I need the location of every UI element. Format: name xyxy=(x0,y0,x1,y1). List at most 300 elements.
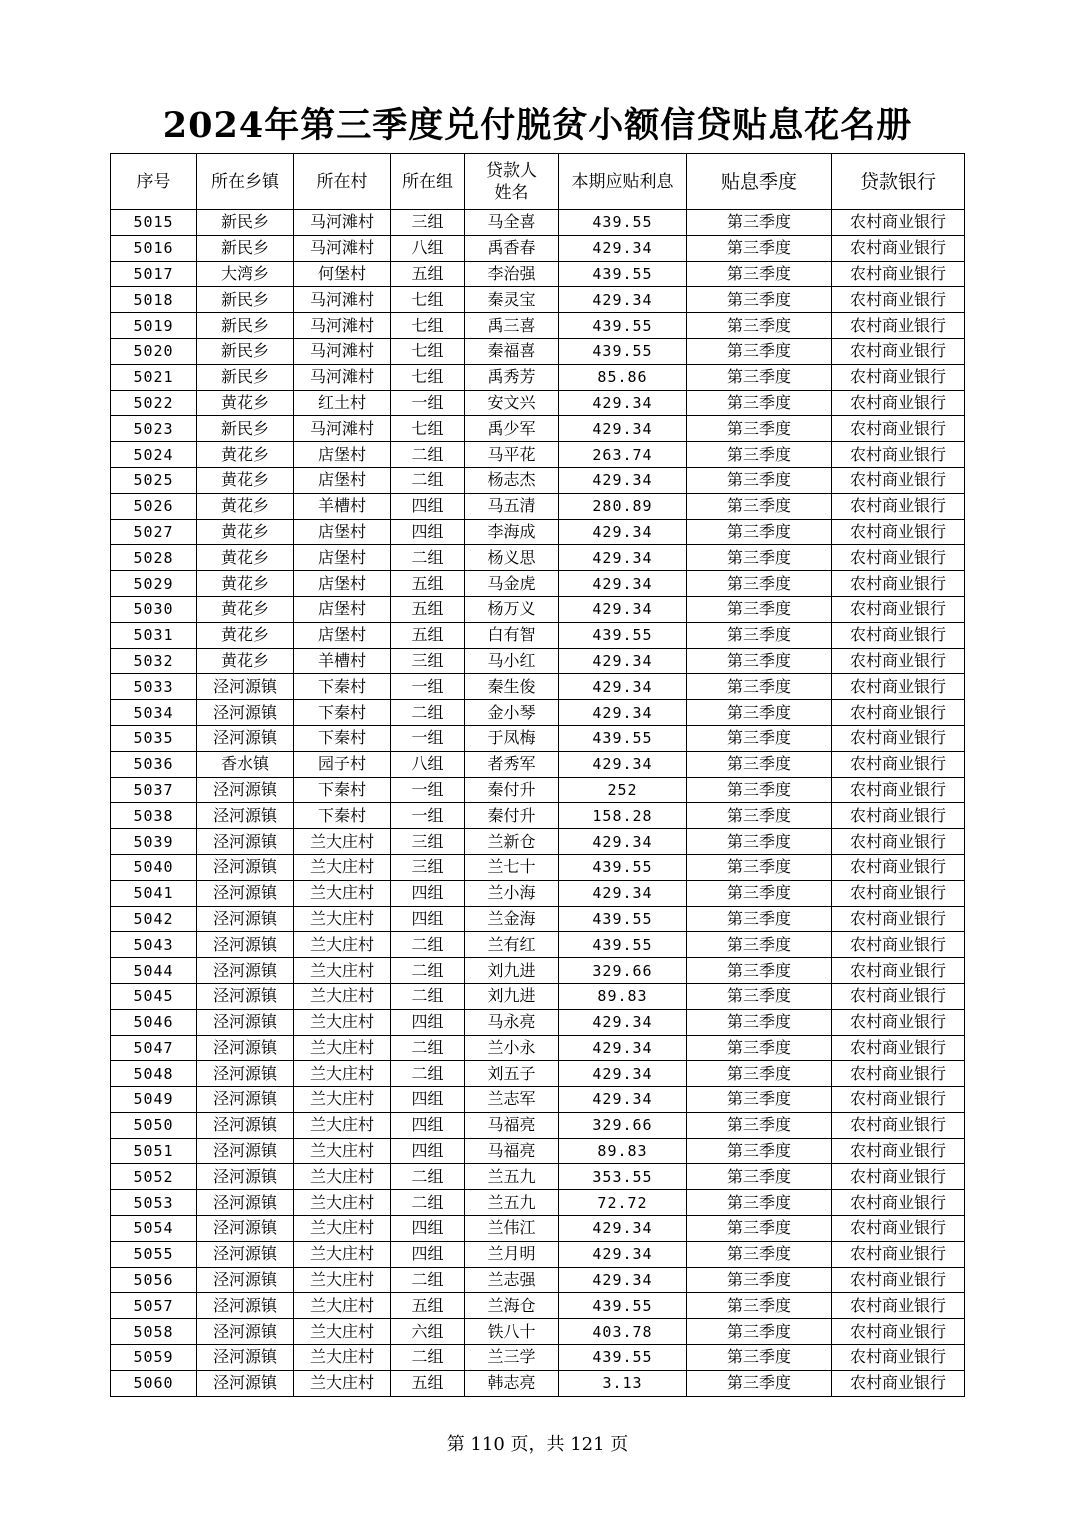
cell-name: 杨义思 xyxy=(465,545,559,571)
cell-town: 黄花乡 xyxy=(197,390,294,416)
cell-seq: 5032 xyxy=(111,648,197,674)
table-row xyxy=(111,235,965,261)
cell-village: 兰大庄村 xyxy=(294,1241,391,1267)
cell-name: 秦福喜 xyxy=(465,338,559,364)
cell-town: 新民乡 xyxy=(197,364,294,390)
cell-quarter: 第三季度 xyxy=(687,906,832,932)
cell-bank: 农村商业银行 xyxy=(832,261,965,287)
cell-group: 七组 xyxy=(391,364,465,390)
page-footer: 第 110 页，共 121 页 xyxy=(446,1434,629,1455)
cell-group: 四组 xyxy=(391,906,465,932)
table-row xyxy=(111,571,965,597)
cell-bank: 农村商业银行 xyxy=(832,1061,965,1087)
cell-interest: 89.83 xyxy=(559,983,687,1009)
cell-village: 马河滩村 xyxy=(294,287,391,313)
cell-town: 香水镇 xyxy=(197,751,294,777)
table-row xyxy=(111,287,965,313)
cell-town: 泾河源镇 xyxy=(197,1293,294,1319)
header-town: 所在乡镇 xyxy=(197,154,294,210)
cell-village: 兰大庄村 xyxy=(294,932,391,958)
cell-interest: 439.55 xyxy=(559,1345,687,1371)
cell-bank: 农村商业银行 xyxy=(832,1241,965,1267)
table-row xyxy=(111,803,965,829)
table-row xyxy=(111,338,965,364)
cell-name: 兰新仓 xyxy=(465,829,559,855)
cell-name: 马五清 xyxy=(465,493,559,519)
cell-name: 秦付升 xyxy=(465,803,559,829)
cell-seq: 5040 xyxy=(111,854,197,880)
cell-town: 泾河源镇 xyxy=(197,1138,294,1164)
cell-name: 禹香春 xyxy=(465,235,559,261)
cell-quarter: 第三季度 xyxy=(687,338,832,364)
cell-quarter: 第三季度 xyxy=(687,416,832,442)
cell-interest: 439.55 xyxy=(559,1293,687,1319)
cell-bank: 农村商业银行 xyxy=(832,210,965,236)
cell-name: 刘九进 xyxy=(465,983,559,1009)
cell-town: 泾河源镇 xyxy=(197,674,294,700)
cell-name: 李治强 xyxy=(465,261,559,287)
cell-group: 四组 xyxy=(391,1241,465,1267)
cell-interest: 263.74 xyxy=(559,442,687,468)
cell-name: 兰有红 xyxy=(465,932,559,958)
cell-name: 马永亮 xyxy=(465,1009,559,1035)
cell-village: 红土村 xyxy=(294,390,391,416)
table-row xyxy=(111,416,965,442)
cell-quarter: 第三季度 xyxy=(687,519,832,545)
cell-town: 泾河源镇 xyxy=(197,1216,294,1242)
cell-town: 黄花乡 xyxy=(197,519,294,545)
table-body xyxy=(111,210,965,1397)
cell-name: 刘五子 xyxy=(465,1061,559,1087)
cell-interest: 429.34 xyxy=(559,287,687,313)
cell-quarter: 第三季度 xyxy=(687,545,832,571)
cell-group: 二组 xyxy=(391,1035,465,1061)
cell-seq: 5029 xyxy=(111,571,197,597)
cell-village: 兰大庄村 xyxy=(294,1190,391,1216)
cell-group: 二组 xyxy=(391,442,465,468)
cell-quarter: 第三季度 xyxy=(687,1112,832,1138)
cell-interest: 429.34 xyxy=(559,545,687,571)
cell-group: 三组 xyxy=(391,648,465,674)
cell-village: 兰大庄村 xyxy=(294,1164,391,1190)
cell-interest: 439.55 xyxy=(559,854,687,880)
cell-quarter: 第三季度 xyxy=(687,1061,832,1087)
cell-group: 二组 xyxy=(391,545,465,571)
cell-name: 马福亮 xyxy=(465,1138,559,1164)
cell-name: 兰志军 xyxy=(465,1087,559,1113)
cell-town: 泾河源镇 xyxy=(197,958,294,984)
cell-interest: 353.55 xyxy=(559,1164,687,1190)
cell-seq: 5053 xyxy=(111,1190,197,1216)
cell-interest: 439.55 xyxy=(559,338,687,364)
cell-quarter: 第三季度 xyxy=(687,287,832,313)
cell-bank: 农村商业银行 xyxy=(832,467,965,493)
cell-village: 兰大庄村 xyxy=(294,880,391,906)
cell-seq: 5057 xyxy=(111,1293,197,1319)
cell-quarter: 第三季度 xyxy=(687,442,832,468)
cell-group: 四组 xyxy=(391,1009,465,1035)
cell-group: 五组 xyxy=(391,261,465,287)
cell-interest: 85.86 xyxy=(559,364,687,390)
cell-bank: 农村商业银行 xyxy=(832,235,965,261)
cell-seq: 5060 xyxy=(111,1370,197,1396)
cell-town: 新民乡 xyxy=(197,210,294,236)
table-row xyxy=(111,906,965,932)
cell-bank: 农村商业银行 xyxy=(832,1009,965,1035)
cell-group: 一组 xyxy=(391,725,465,751)
table-row xyxy=(111,1061,965,1087)
cell-bank: 农村商业银行 xyxy=(832,777,965,803)
cell-name: 马小红 xyxy=(465,648,559,674)
cell-name: 秦灵宝 xyxy=(465,287,559,313)
cell-bank: 农村商业银行 xyxy=(832,390,965,416)
cell-village: 马河滩村 xyxy=(294,364,391,390)
cell-bank: 农村商业银行 xyxy=(832,1319,965,1345)
table-row xyxy=(111,725,965,751)
cell-town: 黄花乡 xyxy=(197,622,294,648)
cell-name: 兰五九 xyxy=(465,1190,559,1216)
cell-village: 马河滩村 xyxy=(294,313,391,339)
cell-town: 泾河源镇 xyxy=(197,880,294,906)
cell-bank: 农村商业银行 xyxy=(832,725,965,751)
cell-quarter: 第三季度 xyxy=(687,622,832,648)
cell-interest: 429.34 xyxy=(559,700,687,726)
cell-town: 泾河源镇 xyxy=(197,777,294,803)
table-row xyxy=(111,1370,965,1396)
cell-bank: 农村商业银行 xyxy=(832,1164,965,1190)
cell-bank: 农村商业银行 xyxy=(832,1345,965,1371)
cell-seq: 5020 xyxy=(111,338,197,364)
cell-town: 新民乡 xyxy=(197,287,294,313)
cell-bank: 农村商业银行 xyxy=(832,1035,965,1061)
cell-group: 四组 xyxy=(391,493,465,519)
cell-name: 兰小海 xyxy=(465,880,559,906)
cell-bank: 农村商业银行 xyxy=(832,338,965,364)
cell-bank: 农村商业银行 xyxy=(832,1216,965,1242)
cell-group: 一组 xyxy=(391,803,465,829)
cell-name: 金小琴 xyxy=(465,700,559,726)
cell-bank: 农村商业银行 xyxy=(832,674,965,700)
page-title: 2024年第三季度兑付脱贫小额信贷贴息花名册 xyxy=(162,105,913,146)
cell-village: 店堡村 xyxy=(294,622,391,648)
cell-seq: 5023 xyxy=(111,416,197,442)
cell-village: 兰大庄村 xyxy=(294,1035,391,1061)
cell-group: 四组 xyxy=(391,880,465,906)
cell-interest: 429.34 xyxy=(559,1009,687,1035)
cell-interest: 158.28 xyxy=(559,803,687,829)
cell-name: 马金虎 xyxy=(465,571,559,597)
cell-quarter: 第三季度 xyxy=(687,571,832,597)
cell-seq: 5041 xyxy=(111,880,197,906)
cell-seq: 5016 xyxy=(111,235,197,261)
cell-town: 泾河源镇 xyxy=(197,829,294,855)
cell-quarter: 第三季度 xyxy=(687,700,832,726)
cell-interest: 429.34 xyxy=(559,1241,687,1267)
cell-interest: 403.78 xyxy=(559,1319,687,1345)
cell-bank: 农村商业银行 xyxy=(832,1370,965,1396)
cell-town: 泾河源镇 xyxy=(197,1241,294,1267)
cell-village: 羊槽村 xyxy=(294,648,391,674)
cell-interest: 429.34 xyxy=(559,880,687,906)
cell-bank: 农村商业银行 xyxy=(832,932,965,958)
cell-seq: 5050 xyxy=(111,1112,197,1138)
cell-name: 禹少军 xyxy=(465,416,559,442)
table-row xyxy=(111,442,965,468)
cell-name: 于凤梅 xyxy=(465,725,559,751)
cell-name: 兰月明 xyxy=(465,1241,559,1267)
cell-quarter: 第三季度 xyxy=(687,261,832,287)
cell-quarter: 第三季度 xyxy=(687,596,832,622)
cell-interest: 252 xyxy=(559,777,687,803)
cell-town: 黄花乡 xyxy=(197,545,294,571)
table-row xyxy=(111,1216,965,1242)
cell-seq: 5058 xyxy=(111,1319,197,1345)
cell-seq: 5045 xyxy=(111,983,197,1009)
table-row xyxy=(111,1345,965,1371)
cell-interest: 429.34 xyxy=(559,648,687,674)
cell-quarter: 第三季度 xyxy=(687,803,832,829)
cell-group: 二组 xyxy=(391,983,465,1009)
cell-town: 新民乡 xyxy=(197,313,294,339)
cell-name: 韩志亮 xyxy=(465,1370,559,1396)
cell-interest: 429.34 xyxy=(559,751,687,777)
cell-group: 六组 xyxy=(391,1319,465,1345)
table-row xyxy=(111,880,965,906)
cell-quarter: 第三季度 xyxy=(687,829,832,855)
cell-seq: 5026 xyxy=(111,493,197,519)
cell-quarter: 第三季度 xyxy=(687,777,832,803)
cell-village: 马河滩村 xyxy=(294,416,391,442)
cell-village: 下秦村 xyxy=(294,725,391,751)
cell-seq: 5019 xyxy=(111,313,197,339)
cell-village: 兰大庄村 xyxy=(294,958,391,984)
cell-interest: 429.34 xyxy=(559,596,687,622)
cell-village: 店堡村 xyxy=(294,519,391,545)
cell-seq: 5046 xyxy=(111,1009,197,1035)
cell-interest: 429.34 xyxy=(559,1035,687,1061)
cell-seq: 5055 xyxy=(111,1241,197,1267)
cell-town: 泾河源镇 xyxy=(197,1370,294,1396)
cell-seq: 5034 xyxy=(111,700,197,726)
cell-interest: 429.34 xyxy=(559,1061,687,1087)
cell-interest: 439.55 xyxy=(559,932,687,958)
table-row xyxy=(111,958,965,984)
cell-interest: 439.55 xyxy=(559,906,687,932)
table-row xyxy=(111,1190,965,1216)
cell-group: 七组 xyxy=(391,313,465,339)
cell-village: 兰大庄村 xyxy=(294,854,391,880)
cell-name: 秦生俊 xyxy=(465,674,559,700)
cell-town: 泾河源镇 xyxy=(197,854,294,880)
table-row xyxy=(111,390,965,416)
cell-bank: 农村商业银行 xyxy=(832,313,965,339)
table-row xyxy=(111,1164,965,1190)
cell-bank: 农村商业银行 xyxy=(832,622,965,648)
cell-town: 泾河源镇 xyxy=(197,1190,294,1216)
cell-group: 二组 xyxy=(391,700,465,726)
cell-seq: 5038 xyxy=(111,803,197,829)
cell-interest: 72.72 xyxy=(559,1190,687,1216)
cell-town: 黄花乡 xyxy=(197,648,294,674)
cell-bank: 农村商业银行 xyxy=(832,416,965,442)
cell-town: 黄花乡 xyxy=(197,467,294,493)
cell-quarter: 第三季度 xyxy=(687,932,832,958)
cell-name: 兰伟江 xyxy=(465,1216,559,1242)
cell-town: 泾河源镇 xyxy=(197,1061,294,1087)
cell-quarter: 第三季度 xyxy=(687,674,832,700)
cell-group: 五组 xyxy=(391,571,465,597)
cell-group: 三组 xyxy=(391,854,465,880)
cell-group: 二组 xyxy=(391,1345,465,1371)
cell-quarter: 第三季度 xyxy=(687,235,832,261)
cell-group: 一组 xyxy=(391,674,465,700)
cell-town: 泾河源镇 xyxy=(197,1267,294,1293)
cell-seq: 5052 xyxy=(111,1164,197,1190)
cell-quarter: 第三季度 xyxy=(687,725,832,751)
cell-quarter: 第三季度 xyxy=(687,493,832,519)
cell-group: 二组 xyxy=(391,1164,465,1190)
cell-village: 店堡村 xyxy=(294,571,391,597)
cell-group: 二组 xyxy=(391,1061,465,1087)
cell-name: 杨志杰 xyxy=(465,467,559,493)
cell-group: 三组 xyxy=(391,829,465,855)
cell-interest: 329.66 xyxy=(559,1112,687,1138)
cell-village: 店堡村 xyxy=(294,467,391,493)
cell-town: 新民乡 xyxy=(197,338,294,364)
cell-village: 下秦村 xyxy=(294,777,391,803)
cell-bank: 农村商业银行 xyxy=(832,854,965,880)
cell-town: 泾河源镇 xyxy=(197,1319,294,1345)
cell-bank: 农村商业银行 xyxy=(832,596,965,622)
cell-bank: 农村商业银行 xyxy=(832,364,965,390)
cell-seq: 5024 xyxy=(111,442,197,468)
cell-interest: 439.55 xyxy=(559,313,687,339)
cell-seq: 5022 xyxy=(111,390,197,416)
cell-town: 泾河源镇 xyxy=(197,1009,294,1035)
cell-name: 者秀军 xyxy=(465,751,559,777)
cell-bank: 农村商业银行 xyxy=(832,958,965,984)
cell-quarter: 第三季度 xyxy=(687,210,832,236)
cell-quarter: 第三季度 xyxy=(687,880,832,906)
cell-name: 禹秀芳 xyxy=(465,364,559,390)
cell-quarter: 第三季度 xyxy=(687,1370,832,1396)
cell-group: 一组 xyxy=(391,777,465,803)
cell-group: 五组 xyxy=(391,1293,465,1319)
table-row xyxy=(111,1035,965,1061)
cell-quarter: 第三季度 xyxy=(687,390,832,416)
table-row xyxy=(111,932,965,958)
cell-quarter: 第三季度 xyxy=(687,1319,832,1345)
cell-village: 马河滩村 xyxy=(294,338,391,364)
cell-interest: 439.55 xyxy=(559,210,687,236)
subsidy-roster-table xyxy=(110,153,965,1397)
header-group: 所在组 xyxy=(391,154,465,210)
cell-quarter: 第三季度 xyxy=(687,751,832,777)
cell-bank: 农村商业银行 xyxy=(832,829,965,855)
cell-seq: 5042 xyxy=(111,906,197,932)
cell-town: 泾河源镇 xyxy=(197,932,294,958)
cell-name: 兰七十 xyxy=(465,854,559,880)
cell-seq: 5037 xyxy=(111,777,197,803)
cell-village: 兰大庄村 xyxy=(294,1061,391,1087)
cell-town: 泾河源镇 xyxy=(197,1164,294,1190)
cell-village: 店堡村 xyxy=(294,442,391,468)
table-row xyxy=(111,1319,965,1345)
cell-seq: 5048 xyxy=(111,1061,197,1087)
cell-name: 白有智 xyxy=(465,622,559,648)
cell-name: 秦付升 xyxy=(465,777,559,803)
cell-village: 兰大庄村 xyxy=(294,1087,391,1113)
cell-seq: 5035 xyxy=(111,725,197,751)
cell-quarter: 第三季度 xyxy=(687,1241,832,1267)
cell-bank: 农村商业银行 xyxy=(832,493,965,519)
cell-village: 下秦村 xyxy=(294,803,391,829)
cell-name: 铁八十 xyxy=(465,1319,559,1345)
cell-name: 马福亮 xyxy=(465,1112,559,1138)
cell-quarter: 第三季度 xyxy=(687,1138,832,1164)
cell-group: 二组 xyxy=(391,932,465,958)
cell-village: 兰大庄村 xyxy=(294,1267,391,1293)
cell-quarter: 第三季度 xyxy=(687,1216,832,1242)
cell-town: 泾河源镇 xyxy=(197,1035,294,1061)
table-row xyxy=(111,751,965,777)
cell-group: 八组 xyxy=(391,751,465,777)
cell-group: 四组 xyxy=(391,519,465,545)
cell-town: 泾河源镇 xyxy=(197,1345,294,1371)
cell-interest: 429.34 xyxy=(559,1267,687,1293)
cell-group: 三组 xyxy=(391,210,465,236)
cell-interest: 439.55 xyxy=(559,622,687,648)
cell-group: 八组 xyxy=(391,235,465,261)
cell-bank: 农村商业银行 xyxy=(832,1293,965,1319)
table-row xyxy=(111,1112,965,1138)
table-row xyxy=(111,364,965,390)
cell-group: 五组 xyxy=(391,596,465,622)
table-row xyxy=(111,1267,965,1293)
cell-interest: 429.34 xyxy=(559,390,687,416)
cell-interest: 429.34 xyxy=(559,519,687,545)
cell-quarter: 第三季度 xyxy=(687,1087,832,1113)
cell-bank: 农村商业银行 xyxy=(832,700,965,726)
header-borrower-name xyxy=(465,154,559,210)
cell-seq: 5015 xyxy=(111,210,197,236)
table-row xyxy=(111,545,965,571)
cell-interest: 89.83 xyxy=(559,1138,687,1164)
cell-quarter: 第三季度 xyxy=(687,1009,832,1035)
cell-town: 泾河源镇 xyxy=(197,725,294,751)
cell-quarter: 第三季度 xyxy=(687,1164,832,1190)
cell-group: 四组 xyxy=(391,1087,465,1113)
header-interest: 本期应贴利息 xyxy=(559,154,687,210)
cell-bank: 农村商业银行 xyxy=(832,442,965,468)
cell-village: 兰大庄村 xyxy=(294,1216,391,1242)
cell-name: 禹三喜 xyxy=(465,313,559,339)
cell-name: 兰三学 xyxy=(465,1345,559,1371)
cell-seq: 5049 xyxy=(111,1087,197,1113)
cell-town: 新民乡 xyxy=(197,235,294,261)
cell-group: 七组 xyxy=(391,338,465,364)
table-row xyxy=(111,700,965,726)
cell-group: 二组 xyxy=(391,958,465,984)
cell-town: 泾河源镇 xyxy=(197,803,294,829)
cell-interest: 429.34 xyxy=(559,1087,687,1113)
cell-seq: 5028 xyxy=(111,545,197,571)
cell-bank: 农村商业银行 xyxy=(832,906,965,932)
cell-bank: 农村商业银行 xyxy=(832,571,965,597)
cell-bank: 农村商业银行 xyxy=(832,1190,965,1216)
cell-name: 杨万义 xyxy=(465,596,559,622)
cell-name: 兰小永 xyxy=(465,1035,559,1061)
